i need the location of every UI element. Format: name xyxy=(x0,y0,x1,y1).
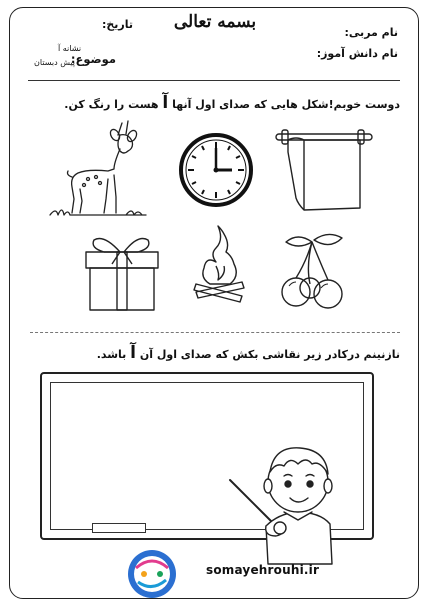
website-link[interactable]: somayehrouhi.ir xyxy=(206,563,320,577)
boy-teacher-icon xyxy=(228,424,346,584)
page-title: بسمه تعالی xyxy=(173,12,257,32)
section2-letter: آ xyxy=(130,343,136,363)
teacher-name-label: نام مربی: xyxy=(344,26,398,39)
date-label: تاریخ: xyxy=(101,18,133,31)
deer-icon[interactable] xyxy=(48,115,148,225)
section2-instruction-before: نازنینم درکادر زیر نقاشی بکش که صدای اول آن xyxy=(139,348,400,361)
student-name-label: نام دانش آموز: xyxy=(316,47,398,60)
clock-icon[interactable] xyxy=(178,132,254,208)
section1-letter: آ xyxy=(162,93,169,113)
section1-instruction-after: هست را رنگ کن. xyxy=(64,98,159,111)
section1-instruction-before: دوست خوبم!شکل هایی که صدای اول آنها xyxy=(172,98,400,111)
subject-label: موضوع: xyxy=(70,52,116,66)
section2-instruction-after: باشد. xyxy=(96,348,127,361)
header-divider xyxy=(28,80,400,81)
subject-value-line2: پیش دبستان xyxy=(34,58,76,67)
campfire-icon[interactable] xyxy=(190,222,248,308)
cherries-icon[interactable] xyxy=(276,228,348,314)
towel-icon[interactable] xyxy=(274,128,374,214)
section-divider xyxy=(30,332,400,333)
board-chalk-tray xyxy=(92,523,146,533)
section2-instruction xyxy=(97,343,400,363)
brand-logo xyxy=(122,546,182,602)
gift-icon[interactable] xyxy=(84,228,160,312)
section1-instruction xyxy=(64,93,400,113)
subject-value-line1: نشانه آ xyxy=(58,44,82,53)
